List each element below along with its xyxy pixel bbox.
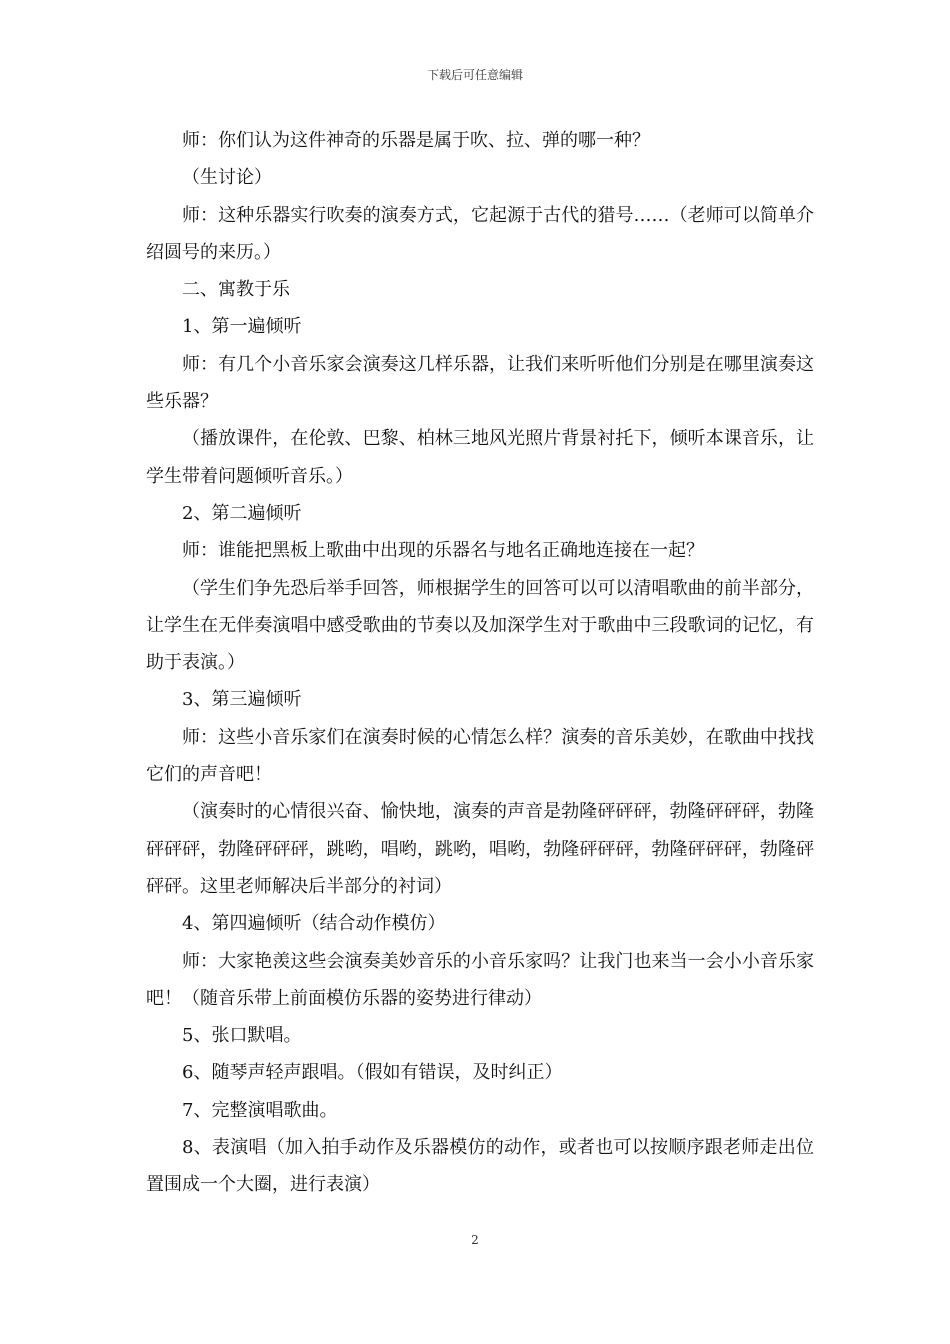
paragraph: （播放课件，在伦敦、巴黎、柏林三地风光照片背景衬托下，倾听本课音乐，让学生带着问题倾听音乐。） — [146, 428, 814, 487]
step-item: 8、表演唱（加入拍手动作及乐器模仿的动作，或者也可以按顺序跟老师走出位置围成一个大圈，进行表演） — [146, 1137, 814, 1196]
step-heading: 2、第二遍倾听 — [182, 502, 302, 524]
paragraph: 师：大家艳羡这些会演奏美妙音乐的小音乐家吗？让我门也来当一会小小音乐家吧！（随音乐带上前面模仿乐器的姿势进行律动） — [146, 950, 814, 1009]
paragraph: 师：你们认为这件神奇的乐器是属于吹、拉、弹的哪一种？ — [182, 130, 650, 151]
paragraph: 师：有几个小音乐家会演奏这几样乐器，让我们来听听他们分别是在哪里演奏这些乐器？ — [146, 353, 814, 413]
step-heading: 4、第四遍倾听（结合动作模仿） — [182, 913, 446, 935]
step-heading: 1、第一遍倾听 — [182, 316, 302, 338]
paragraph: 师：这种乐器实行吹奏的演奏方式，它起源于古代的猎号……（老师可以简单介绍圆号的来历。） — [146, 204, 814, 263]
paragraph: 师：这些小音乐家们在演奏时候的心情怎么样？演奏的音乐美妙，在歌曲中找找它们的声音吧！ — [146, 726, 814, 786]
step-item: 5、张口默唱。 — [182, 1025, 302, 1047]
paragraph: （学生们争先恐后举手回答，师根据学生的回答可以可以清唱歌曲的前半部分，让学生在无伴奏演唱中感受歌曲的节奏以及加深学生对于歌曲中三段歌词的记忆，有助于表演。） — [146, 577, 814, 674]
page-header: 下载后可任意编辑 — [426, 68, 523, 82]
step-heading: 3、第三遍倾听 — [182, 689, 302, 711]
paragraph: 师：谁能把黑板上歌曲中出现的乐器名与地名正确地连接在一起？ — [182, 540, 704, 562]
page-number: 2 — [471, 1233, 479, 1247]
document-body — [146, 122, 814, 1204]
paragraph: （演奏时的心情很兴奋、愉快地，演奏的声音是勃隆砰砰砰，勃隆砰砰砰，勃隆砰砰砰，勃隆砰砰砰，跳哟，唱哟，跳哟，唱哟，勃隆砰砰砰，勃隆砰砰砰，勃隆砰砰砰。这里老师解决后半部分的衬词） — [146, 801, 814, 897]
paragraph: （生讨论） — [182, 167, 272, 189]
section-heading: 二、寓教于乐 — [182, 279, 290, 301]
step-item: 7、完整演唱歌曲。 — [182, 1099, 338, 1121]
step-item: 6、随琴声轻声跟唱。（假如有错误，及时纠正） — [182, 1062, 563, 1084]
